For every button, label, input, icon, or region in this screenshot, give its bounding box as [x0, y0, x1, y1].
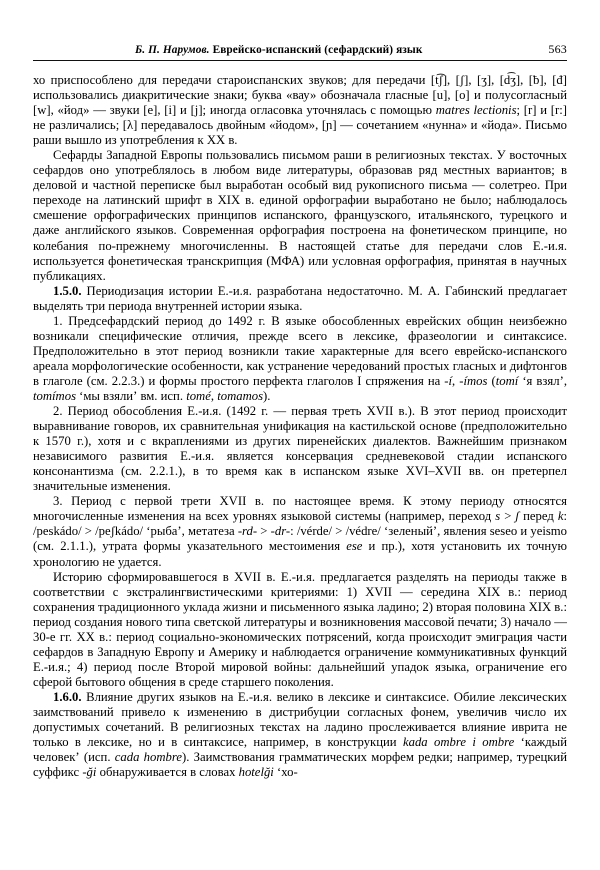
- italic-run: matres lectionis: [435, 103, 517, 118]
- paragraph-3-text: [33, 284, 567, 313]
- paragraph-3-body: Периодизация истории Е.-и.я. разработана недостаточно. М. А. Габинский предлагает выделять три периода внутренней истории языка.: [33, 283, 567, 313]
- italic-run: -rd-: [237, 524, 258, 539]
- text-run: (: [487, 373, 496, 388]
- running-head-title: Еврейско-испанский (сефардский) язык: [212, 44, 423, 56]
- italic-run: tomí: [495, 373, 519, 388]
- section-number-1-5-0: 1.5.0.: [53, 283, 82, 298]
- running-head: [33, 42, 567, 57]
- italic-run: tomamos: [217, 388, 264, 403]
- text-run: ). Заимствования грамматических морфем редки; например, турецкий суффикс: [33, 750, 567, 780]
- body-text: [33, 73, 567, 780]
- italic-run: -í: [444, 373, 453, 388]
- italic-run: ese: [346, 539, 363, 554]
- text-run: ,: [452, 373, 460, 388]
- text-run: перед: [519, 509, 558, 524]
- italic-run: tomímos: [33, 388, 76, 403]
- paragraph-continuation: [33, 73, 567, 148]
- text-run: и пр.), хотя установить их точную хронологию не удается.: [33, 539, 568, 569]
- header-rule: [33, 60, 567, 61]
- paragraph-8-runs: [33, 690, 567, 779]
- text-run: >: [500, 509, 516, 524]
- text-run: ʻя взялʼ,: [518, 373, 567, 388]
- text-run: ).: [263, 388, 271, 403]
- text-run: : /vérde/ > /védre/ ʻзеленыйʼ, явления seseo и yeismo (см. 2.1.1.), утрата формы указательного местоимения: [33, 524, 568, 554]
- italic-run: k: [557, 509, 564, 524]
- text-run: обнаруживается в словах: [96, 765, 239, 780]
- paragraph-7-text: Историю сформировавшегося в XVII в. Е.-и.я. предлагается разделять на периоды также в соответствии с экстралингвистическими критериями: 1) XVII — середина XIX в.: период сохранения традиционного уклада жизни и письменного языка ладино; 2) вторая половина XIX в.: период создания нового типа светской литературы и возникновения массовой печати; 3) начало — 30-е гг. XX в.: период социально-экономических потрясений, когда происходит эмиграция части сефардов в Западную Европу и Америку и наблюдается ограничение коммуникативных функций Е.-и.я.; 4) период после Второй мировой войны: дальнейший упадок языка, ограничение его сферой бытового общения в среде старшего поколения.: [33, 569, 567, 689]
- paragraph-5-text: 2. Период обособления Е.-и.я. (1492 г. — первая треть XVII в.). В этот период происходит выравнивание говоров, их сравнительная унификация на кастильской основе (предположительно к 1570 г.), хотя и с вкраплениями из других пиренейских диалектов. Важнейшим признаком независимого развития Е.-и.я. является консервация средневековой стадии испанского консонантизма (см. 2.2.1.), в то время как в испанском языке XVI–XVII вв. он претерпел значительные изменения.: [33, 404, 567, 494]
- paragraph-6-runs: [33, 494, 567, 568]
- page-number: 563: [548, 42, 567, 56]
- italic-run: s: [495, 509, 501, 524]
- text-run: ʻкаждый человекʼ (исп.: [33, 735, 567, 765]
- italic-run: hotelği: [238, 765, 274, 780]
- running-head-author: Б. П. Нарумов.: [135, 44, 210, 56]
- text-run: хо приспособлено для передачи староиспанских звуков; для передачи [t͡ʃ], [ʃ], [ʒ], [d͡ʒ], [ƀ], [đ] использовались диакритические знаки; буква «вау» обозначала гласные [u], [o] и полусогласный [w], «йод» — звуки [e], [i] и [j]; иногда огласовка уточнялась с помощью: [33, 73, 567, 118]
- text-run: : /peskádo/ > /peʃkádo/ ʻрыбаʼ, метатеза: [33, 509, 568, 539]
- text-run: >: [257, 524, 271, 539]
- italic-run: -ği: [82, 765, 97, 780]
- paragraph-section-1-6-0: [33, 690, 567, 780]
- paragraph-period-3: [33, 494, 567, 569]
- text-run: ; [r] и [r:] не различались; [λ] передавалось двойным «йодом», [ɲ] — сочетанием «нунна» и «йода». Письмо раши вышло из употребления к XX в.: [33, 103, 567, 148]
- italic-run: cada hombre: [114, 750, 182, 765]
- text-run: ,: [210, 388, 218, 403]
- paragraph-period-2: [33, 404, 567, 494]
- paragraph-period-1: [33, 314, 567, 404]
- paragraph-extralinguistic-periods: [33, 570, 567, 690]
- italic-run: kada ombre i ombre: [402, 735, 515, 750]
- paragraph-sephardim-writing: [33, 148, 567, 283]
- text-run: ʻхо-: [273, 765, 298, 780]
- page-content: [33, 42, 567, 780]
- text-run: 3. Период с первой трети XVII в. по настоящее время. К этому периоду относятся многочисленные изменения на всех уровнях языковой системы (например, переход: [33, 494, 567, 524]
- italic-run: tomé: [186, 388, 211, 403]
- text-run: 1. Предсефардский период до 1492 г. В языке обособленных еврейских общин неизбежно возникали специфические отличия, прежде всего в лексике, фразеологии и синтаксисе. Предположительно в этот период возникли такие характерные для всего еврейско-испанского ареала морфологические особенности, как устранение чередований простых гласных и дифтонгов в глаголе (см. 2.2.3.) и формы простого перфекта глаголов I спряжения на: [33, 313, 567, 388]
- text-run: ʻмы взялиʼ вм. исп.: [76, 388, 187, 403]
- paragraph-1-runs: [33, 73, 567, 147]
- text-run: Влияние других языков на Е.-и.я. велико в лексике и синтаксисе. Обилие лексических заимствований привело к изменению в дистрибуции согласных фонем, увеличив число их допустимых сочетаний. В религиозных текстах на ладино прослеживается влияние иврита не только в лексике, но и в синтаксисе, например, в конструкции: [33, 689, 567, 750]
- paragraph-section-1-5-0: [33, 284, 567, 314]
- paragraph-2-text: Сефарды Западной Европы пользовались письмом раши в религиозных текстах. У восточных сефардов оно употреблялось в любом виде литературы, образовав ряд местных вариантов; в деловой и частной переписке был выработан особый вид рукописного письма — солетрео. При переходе на латинский шрифт в XIX в. единой орфографии выработано не было; наблюдалось смешение орфографических принципов испанского, французского, итальянского, турецкого и даже английского языков. Современная орфография построена на фонетическом принципе, но колебания по-прежнему многочисленны. В настоящей статье для передачи слов Е.-и.я. используется фонетическая транскрипция (МФА) или условная орфография, принятая в научных публикациях.: [33, 148, 567, 283]
- paragraph-4-runs: [33, 314, 567, 403]
- italic-run: ʃ: [515, 509, 520, 524]
- italic-run: -dr-: [270, 524, 291, 539]
- section-number-1-6-0: 1.6.0.: [53, 689, 82, 704]
- italic-run: -ímos: [459, 373, 488, 388]
